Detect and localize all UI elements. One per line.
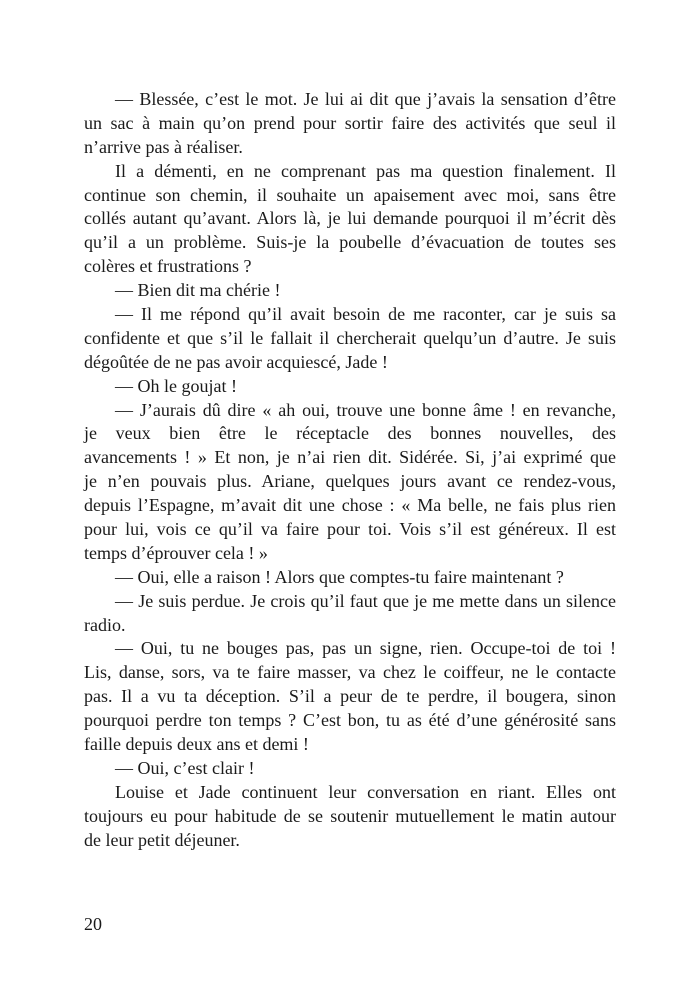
- text-line: Il a démenti, en ne comprenant pas ma question finalement. Il: [115, 160, 616, 181]
- paragraph: [84, 399, 616, 566]
- text-line: — Oui, elle a raison ! Alors que comptes-tu faire maintenant ?: [115, 566, 564, 587]
- text-line: — Blessée, c’est le mot. Je lui ai dit que j’avais la sensation d’être: [115, 89, 616, 109]
- text-line: toujours eu pour habitude de se soutenir mutuellement le matin autour: [84, 805, 616, 826]
- paragraph: [84, 781, 616, 853]
- paragraph: [84, 303, 616, 375]
- text-line: radio.: [84, 614, 126, 635]
- text-line: un sac à main qu’on prend pour sortir faire des activités que seul il: [84, 112, 616, 133]
- text-line: je n’en pouvais plus. Ariane, quelques jours avant ce rendez-vous,: [84, 471, 616, 492]
- paragraph: [84, 88, 616, 160]
- text-line: pourquoi perdre ton temps ? C’est bon, tu as été d’une générosité sans: [84, 710, 616, 731]
- paragraph: [84, 757, 616, 781]
- paragraph: [84, 566, 616, 590]
- text-line: pas. Il a vu ta déception. S’il a peur de te perdre, il bougera, sinon: [84, 686, 616, 707]
- paragraph: [84, 637, 616, 756]
- text-line: — Oui, tu ne bouges pas, pas un signe, rien. Occupe-toi de toi !: [115, 638, 616, 659]
- text-line: — Oh le goujat !: [115, 375, 237, 396]
- paragraph: [84, 160, 616, 279]
- text-line: n’arrive pas à réaliser.: [84, 136, 243, 157]
- text-line: pour lui, vois ce qu’il va faire pour toi. Vois s’il est généreux. Il est: [84, 519, 616, 540]
- text-line: faille depuis deux ans et demi !: [84, 734, 309, 755]
- page-number: 20: [84, 914, 102, 934]
- paragraph: [84, 375, 616, 399]
- text-line: collés autant qu’avant. Alors là, je lui demande pourquoi il m’écrit dès: [84, 208, 616, 229]
- text-line: — Il me répond qu’il avait besoin de me raconter, car je suis sa: [115, 304, 616, 325]
- body-text: [84, 88, 616, 853]
- text-line: continue son chemin, il souhaite un apaisement avec moi, sans être: [84, 184, 616, 205]
- paragraph: [84, 279, 616, 303]
- text-line: avancements ! » Et non, je n’ai rien dit. Sidérée. Si, j’ai exprimé que: [84, 447, 616, 468]
- text-line: Lis, danse, sors, va te faire masser, va chez le coiffeur, ne le contacte: [84, 662, 616, 683]
- text-line: — J’aurais dû dire « ah oui, trouve une bonne âme ! en revanche,: [115, 399, 616, 420]
- text-line: — Bien dit ma chérie !: [115, 280, 281, 301]
- text-line: — Oui, c’est clair !: [115, 757, 255, 778]
- text-line: qu’il a un problème. Suis-je la poubelle d’évacuation de toutes ses: [84, 232, 616, 253]
- paragraph: [84, 590, 616, 638]
- text-line: Louise et Jade continuent leur conversation en riant. Elles ont: [115, 781, 616, 802]
- text-line: dégoûtée de ne pas avoir acquiescé, Jade !: [84, 351, 388, 372]
- text-line: temps d’éprouver cela ! »: [84, 542, 268, 563]
- text-line: — Je suis perdue. Je crois qu’il faut que je me mette dans un silence: [115, 590, 616, 611]
- text-line: confidente et que s’il le fallait il chercherait quelqu’un d’autre. Je suis: [84, 327, 616, 348]
- text-line: colères et frustrations ?: [84, 256, 252, 277]
- text-line: de leur petit déjeuner.: [84, 829, 240, 850]
- text-line: depuis l’Espagne, m’avait dit une chose : « Ma belle, ne fais plus rien: [84, 495, 616, 516]
- text-line: je veux bien être le réceptacle des bonnes nouvelles, des: [84, 423, 616, 444]
